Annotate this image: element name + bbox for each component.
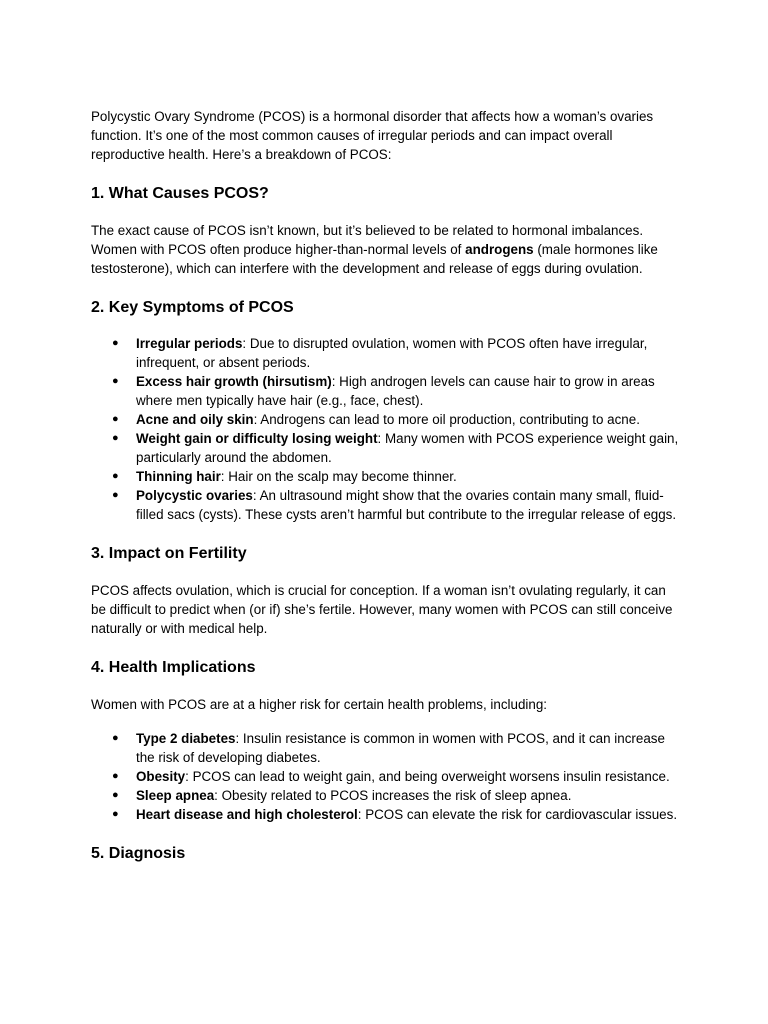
- list-item-desc: : High androgen levels can cause hair to grow in areas where men typically have hair (e.g., face, chest).: [136, 374, 655, 408]
- list-item-desc: : PCOS can elevate the risk for cardiovascular issues.: [357, 807, 678, 822]
- list-item-desc: : Obesity related to PCOS increases the risk of sleep apnea.: [214, 788, 572, 803]
- list-item: [91, 429, 681, 467]
- list-item-term: Sleep apnea: [136, 788, 215, 803]
- fertility-paragraph: PCOS affects ovulation, which is crucial for conception. If a woman isn’t ovulating regularly, it can be difficult to predict when (or if) she’s fertile. However, many women with PCOS can still conceive naturally or with medical help.: [91, 583, 673, 636]
- list-item: [91, 410, 681, 429]
- bullet-icon: ●: [112, 789, 119, 801]
- section-heading-diagnosis: 5. Diagnosis: [91, 845, 186, 862]
- causes-bold-term: androgens: [465, 242, 534, 257]
- health-paragraph: Women with PCOS are at a higher risk for certain health problems, including:: [91, 697, 547, 712]
- causes-text-b: (male hormones like testosterone), which can interfere with the development and release of eggs during ovulation.: [91, 242, 658, 276]
- causes-paragraph: [91, 221, 681, 278]
- symptoms-list: [91, 334, 681, 524]
- list-item: [91, 786, 681, 805]
- causes-text-a: The exact cause of PCOS isn’t known, but it’s believed to be related to hormonal imbalances. Women with PCOS often produce higher-than-normal levels of: [91, 223, 644, 257]
- bullet-icon: ●: [112, 732, 119, 744]
- list-item-desc: : Androgens can lead to more oil production, contributing to acne.: [253, 412, 640, 427]
- list-item: [91, 729, 681, 767]
- intro-paragraph: Polycystic Ovary Syndrome (PCOS) is a hormonal disorder that affects how a woman’s ovaries function. It’s one of the most common causes of irregular periods and can impact overall reproductive health. Here’s a breakdown of PCOS:: [91, 109, 654, 162]
- bullet-icon: ●: [112, 470, 119, 482]
- list-item-desc: : An ultrasound might show that the ovaries contain many small, fluid-filled sacs (cysts). These cysts aren’t harmful but contribute to the irregular release of eggs.: [136, 488, 677, 522]
- list-item-term: Type 2 diabetes: [136, 731, 236, 746]
- document-body: [91, 107, 681, 864]
- list-item-term: Irregular periods: [136, 336, 243, 351]
- list-item-term: Polycystic ovaries: [136, 488, 253, 503]
- bullet-icon: ●: [112, 489, 119, 501]
- section-heading-symptoms: 2. Key Symptoms of PCOS: [91, 299, 294, 316]
- list-item: [91, 767, 681, 786]
- list-item: [91, 334, 681, 372]
- list-item: [91, 486, 681, 524]
- list-item-desc: : Hair on the scalp may become thinner.: [220, 469, 457, 484]
- bullet-icon: ●: [112, 808, 119, 820]
- list-item: [91, 805, 681, 824]
- list-item-term: Excess hair growth (hirsutism): [136, 374, 332, 389]
- list-item-term: Heart disease and high cholesterol: [136, 807, 358, 822]
- list-item: [91, 467, 681, 486]
- list-item-term: Acne and oily skin: [136, 412, 254, 427]
- list-item-desc: : Insulin resistance is common in women with PCOS, and it can increase the risk of developing diabetes.: [136, 731, 665, 765]
- health-risks-list: [91, 729, 681, 824]
- list-item-desc: : Many women with PCOS experience weight gain, particularly around the abdomen.: [136, 431, 679, 465]
- list-item-term: Thinning hair: [136, 469, 221, 484]
- list-item-desc: : Due to disrupted ovulation, women with PCOS often have irregular, infrequent, or absent periods.: [136, 336, 648, 370]
- list-item-term: Obesity: [136, 769, 186, 784]
- list-item-term: Weight gain or difficulty losing weight: [136, 431, 378, 446]
- bullet-icon: ●: [112, 413, 119, 425]
- list-item: [91, 372, 681, 410]
- section-heading-fertility: 3. Impact on Fertility: [91, 545, 247, 562]
- bullet-icon: ●: [112, 375, 119, 387]
- list-item-desc: : PCOS can lead to weight gain, and being overweight worsens insulin resistance.: [185, 769, 670, 784]
- section-heading-causes: 1. What Causes PCOS?: [91, 185, 269, 202]
- section-heading-health: 4. Health Implications: [91, 659, 256, 676]
- bullet-icon: ●: [112, 432, 119, 444]
- bullet-icon: ●: [112, 337, 119, 349]
- bullet-icon: ●: [112, 770, 119, 782]
